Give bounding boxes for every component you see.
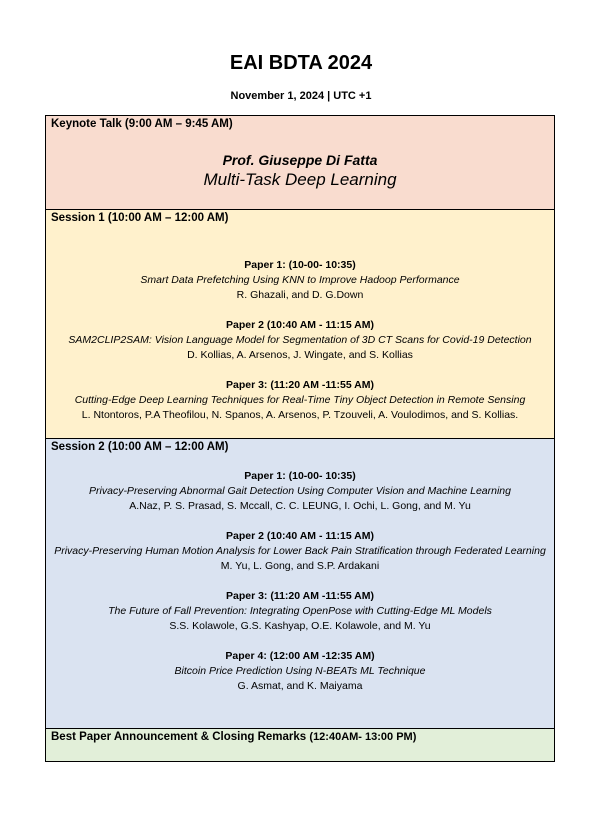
page-title: EAI BDTA 2024 [229, 52, 373, 74]
closing-section [46, 729, 554, 761]
paper-authors: M. Yu, L. Gong, and S.P. Ardakani [220, 560, 380, 572]
paper-entry [46, 469, 554, 514]
closing-heading-text: Best Paper Announcement & Closing Remarks [51, 731, 307, 743]
paper-entry [46, 378, 554, 423]
paper-entry [46, 318, 554, 363]
paper-label: Paper 2 (10:40 AM - 11:15 AM) [225, 319, 375, 331]
session-1-papers [46, 258, 554, 423]
paper-title: Smart Data Prefetching Using KNN to Improve Hadoop Performance [140, 274, 460, 286]
paper-title: The Future of Fall Prevention: Integrating OpenPose with Cutting-Edge ML Models [108, 605, 492, 617]
paper-entry [46, 649, 554, 694]
date-line: November 1, 2024 | UTC +1 [230, 90, 372, 102]
paper-title: Bitcoin Price Prediction Using N-BEATs ML Technique [174, 665, 426, 677]
paper-authors: G. Asmat, and K. Maiyama [237, 680, 363, 692]
paper-entry [46, 258, 554, 303]
paper-entry [46, 529, 554, 574]
paper-title: Cutting-Edge Deep Learning Techniques for Real-Time Tiny Object Detection in Remote Sensing [74, 394, 526, 406]
keynote-section [46, 116, 554, 210]
keynote-speaker: Prof. Giuseppe Di Fatta [222, 152, 378, 168]
keynote-talk-title: Multi-Task Deep Learning [203, 170, 397, 189]
paper-authors: A.Naz, P. S. Prasad, S. Mccall, C. C. LEUNG, I. Ochi, L. Gong, and M. Yu [129, 500, 471, 512]
paper-title: Privacy-Preserving Abnormal Gait Detection Using Computer Vision and Machine Learning [89, 485, 511, 497]
closing-time: (12:40AM- 13:00 PM) [309, 731, 417, 743]
paper-authors: L. Ntontoros, P.A Theofilou, N. Spanos, A. Arsenos, P. Tzouveli, A. Voulodimos, and S. Kollias. [81, 409, 519, 421]
paper-authors: S.S. Kolawole, G.S. Kashyap, O.E. Kolawole, and M. Yu [169, 620, 431, 632]
paper-label: Paper 3: (11:20 AM -11:55 AM) [225, 590, 375, 602]
session-1-heading: Session 1 (10:00 AM – 12:00 AM) [51, 212, 229, 224]
keynote-heading: Keynote Talk (9:00 AM – 9:45 AM) [51, 118, 233, 130]
paper-label: Paper 2 (10:40 AM - 11:15 AM) [225, 530, 375, 542]
session-1-section [46, 210, 554, 439]
paper-label: Paper 4: (12:00 AM -12:35 AM) [225, 650, 375, 662]
paper-label: Paper 1: (10-00- 10:35) [244, 470, 356, 482]
session-2-papers [46, 469, 554, 694]
closing-heading [46, 729, 554, 743]
paper-authors: R. Ghazali, and D. G.Down [236, 289, 364, 301]
paper-entry [46, 589, 554, 634]
paper-label: Paper 1: (10-00- 10:35) [244, 259, 356, 271]
paper-authors: D. Kollias, A. Arsenos, J. Wingate, and S. Kollias [187, 349, 413, 361]
session-2-section [46, 439, 554, 729]
session-2-heading: Session 2 (10:00 AM – 12:00 AM) [51, 441, 229, 453]
program-table [45, 115, 555, 762]
paper-title: Privacy-Preserving Human Motion Analysis for Lower Back Pain Stratification through Federated Learning [54, 545, 546, 557]
paper-label: Paper 3: (11:20 AM -11:55 AM) [225, 379, 375, 391]
paper-title: SAM2CLIP2SAM: Vision Language Model for Segmentation of 3D CT Scans for Covid-19 Detection [68, 334, 532, 346]
